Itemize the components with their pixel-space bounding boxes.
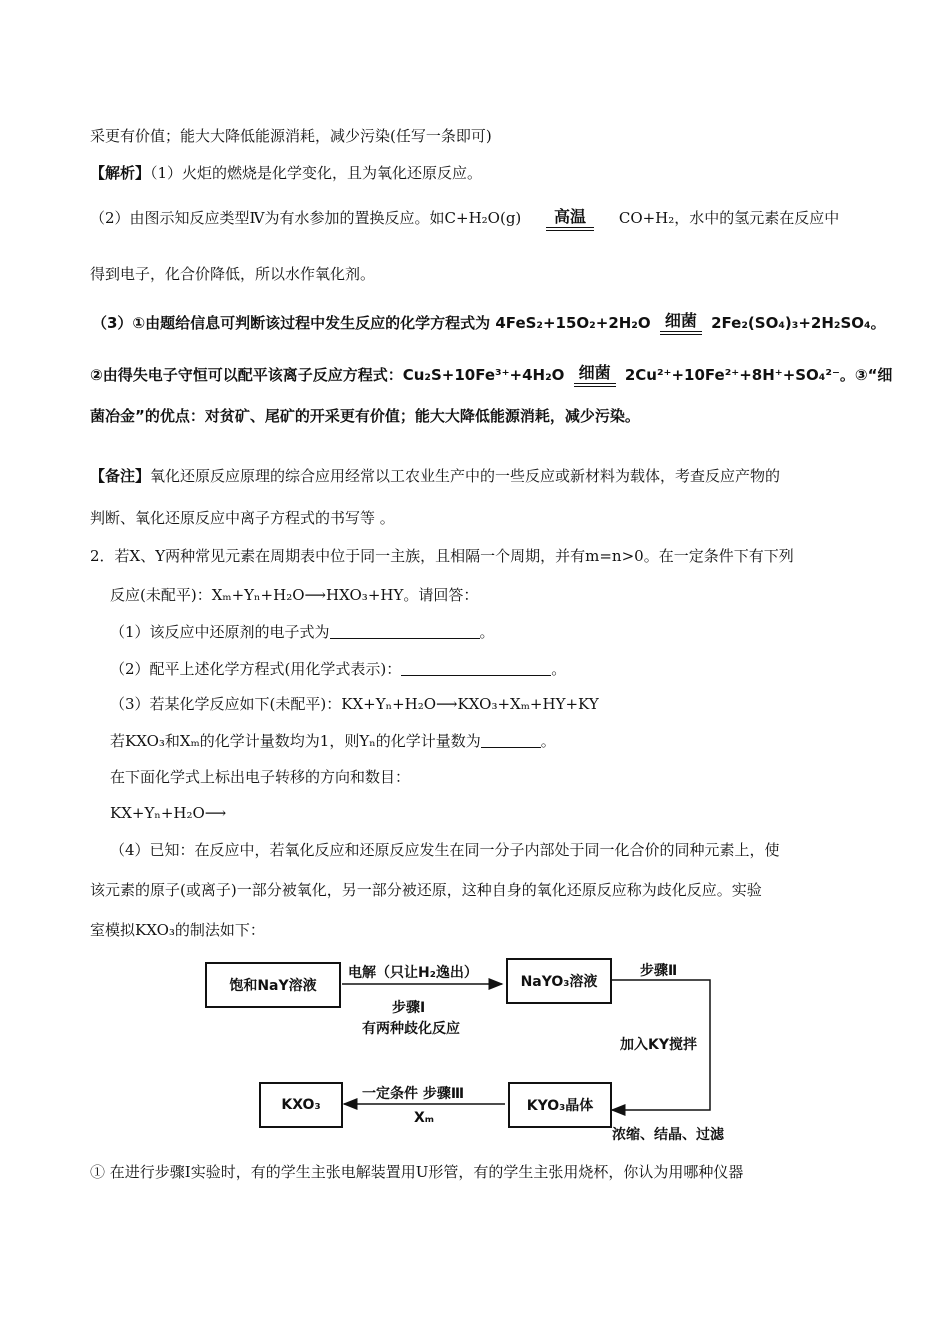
answer-line-1: 采更有价值；能大大降低能源消耗，减少污染(任写一条即可) [90, 127, 492, 145]
flow-label-step2: 步骤Ⅱ [640, 963, 678, 979]
condition-bacteria-1: 细菌 [660, 312, 702, 335]
analysis-2a: （2）由图示知反应类型Ⅳ为有水参加的置换反应。如C+H₂O(g) [90, 209, 522, 227]
question-2-reaction: 反应(未配平)：Xₘ+Yₙ+H₂O⟶HXO₃+HY。请回答： [110, 586, 479, 604]
q2-sub1: （1）该反应中还原剂的电子式为 。 [110, 623, 495, 641]
q2-sub3: （3）若某化学反应如下(未配平)：KX+Yₙ+H₂O⟶KXO₃+Xₘ+HY+KY [110, 695, 599, 713]
flow-box-kxo3: KXO₃ [259, 1082, 343, 1128]
condition-bacteria-2: 细菌 [574, 364, 616, 387]
flow-label-step1: 步骤Ⅰ [392, 1000, 426, 1016]
q2-sub3-instruction: 在下面化学式上标出电子转移的方向和数目： [110, 768, 411, 786]
q2-sub2: （2）配平上述化学方程式(用化学式表示)： 。 [110, 660, 567, 678]
note-text: 氧化还原反应原理的综合应用经常以工农业生产中的一些反应或新材料为载体，考查反应产物的 [150, 467, 781, 485]
condition-gaowen: 高温 [546, 208, 594, 231]
flow-label-concentrate: 浓缩、结晶、过滤 [612, 1127, 724, 1143]
equation-2a: ②由得失电子守恒可以配平该离子反应方程式：Cu₂S+10Fe³⁺+4H₂O [90, 366, 565, 384]
q2-sub4-line3: 室模拟KXO₃的制法如下： [90, 921, 265, 939]
equation-2b: 2Cu²⁺+10Fe²⁺+8H⁺+SO₄²⁻。③“细 [624, 366, 893, 384]
flow-box-nay: 饱和NaY溶液 [205, 962, 341, 1008]
flow-box-kyo3: KYO₃晶体 [508, 1082, 612, 1128]
q2-sub4-item1: ① 在进行步骤Ⅰ实验时，有的学生主张电解装置用U形管，有的学生主张用烧杯，你认为用哪种仪器 [90, 1163, 744, 1181]
equation-1a: （3）①由题给信息可判断该过程中发生反应的化学方程式为 4FeS₂+15O₂+2H₂O [92, 314, 651, 332]
flow-label-add-ky: 加入KY搅拌 [620, 1037, 697, 1053]
equation-1b: 2Fe₂(SO₄)₃+2H₂SO₄。 [711, 314, 886, 332]
q2-sub3-equation: KX+Yₙ+H₂O⟶ [110, 804, 227, 822]
analysis-2b: CO+H₂，水中的氢元素在反应中 [618, 209, 840, 227]
question-2-stem: 2．若X、Y两种常见元素在周期表中位于同一主族，且相隔一个周期，并有m=n>0。在一定条件下有下列 [90, 547, 794, 565]
flow-label-electrolysis: 电解（只让H₂逸出） [348, 965, 478, 981]
flow-label-disproportionation: 有两种歧化反应 [362, 1021, 460, 1037]
analysis-text: （1）火炬的燃烧是化学变化，且为氧化还原反应。 [150, 164, 483, 182]
analysis-tag: 【解析】 [90, 164, 151, 182]
note-tag: 【备注】 [90, 467, 151, 485]
flow-label-step3: 一定条件 步骤Ⅲ [362, 1086, 465, 1102]
q2-sub3-cond: 若KXO₃和Xₘ的化学计量数均为1，则Yₙ的化学计量数为 。 [110, 732, 556, 750]
note-line-2: 判断、氧化还原反应中离子方程式的书写等 。 [90, 509, 395, 527]
q2-sub4-line2: 该元素的原子(或离子)一部分被氧化，另一部分被还原，这种自身的氧化还原反应称为歧化反应。实验 [90, 881, 762, 899]
flow-box-nayo3: NaYO₃溶液 [506, 958, 612, 1004]
flow-label-xm: Xₘ [414, 1110, 435, 1126]
analysis-line-6: 菌冶金”的优点：对贫矿、尾矿的开采更有价值；能大大降低能源消耗，减少污染。 [90, 407, 640, 425]
analysis-line-3: 得到电子，化合价降低，所以水作氧化剂。 [90, 265, 376, 283]
q2-sub4-line1: （4）已知：在反应中，若氧化反应和还原反应发生在同一分子内部处于同一化合价的同种元素上，使 [110, 841, 780, 859]
